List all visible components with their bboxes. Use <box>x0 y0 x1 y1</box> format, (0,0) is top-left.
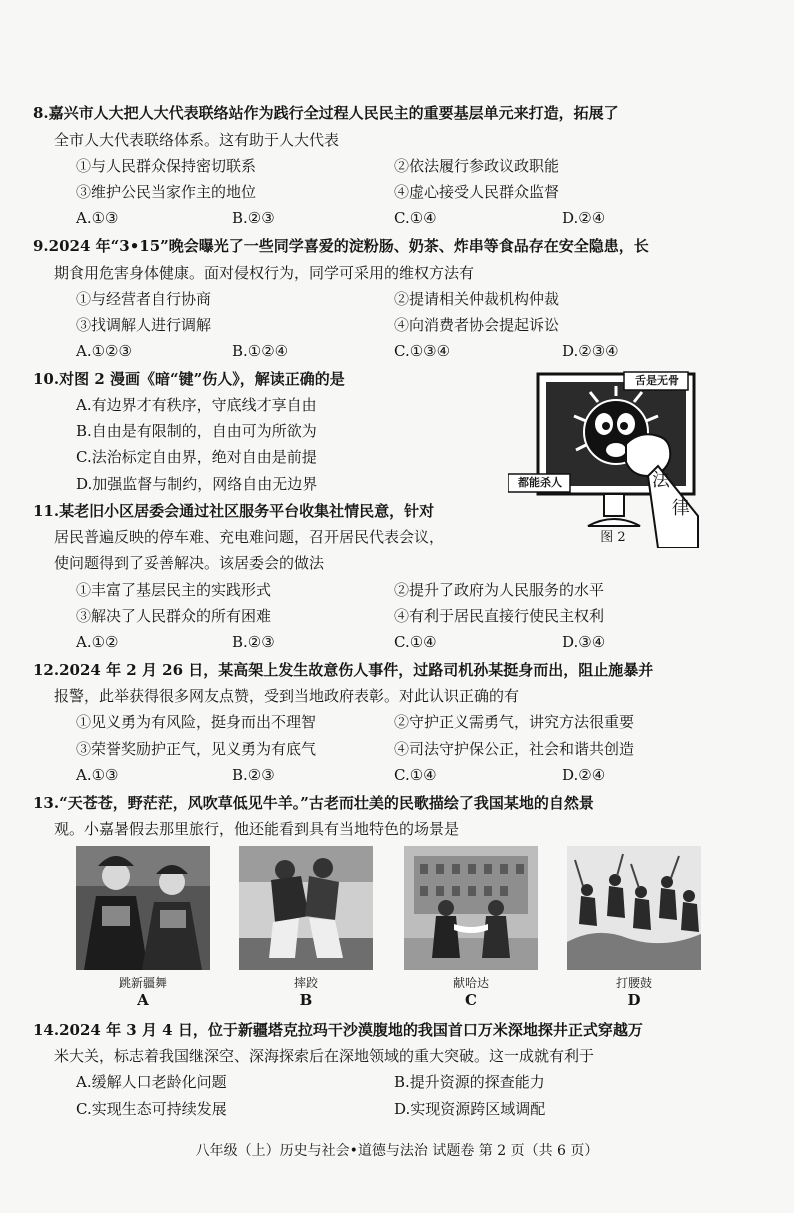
q11-stem-line3: 使问题得到了妥善解决。该居委会的做法 <box>54 554 325 572</box>
photo-hada-offering <box>404 846 538 970</box>
q8-option-d: D.②④ <box>562 209 606 227</box>
photo-letter-a: A <box>137 991 149 1009</box>
q9-statement-2: ②提请相关仲裁机构仲裁 <box>394 290 560 308</box>
q10-option-c: C.法治标定自由界，绝对自由是前提 <box>76 448 317 466</box>
q13-stem-line1: 13.“天苍苍，野茫茫，风吹草低见牛羊。”古老而壮美的民歌描绘了我国某地的自然景 <box>33 794 594 812</box>
cartoon-illustration <box>508 366 700 548</box>
photo-caption-a: 跳新疆舞 <box>118 976 167 990</box>
q11-statement-4: ④有利于居民直接行使民主权利 <box>394 607 605 625</box>
q12-option-c: C.①④ <box>394 766 437 784</box>
photo-letter-d: D <box>627 991 641 1009</box>
q11-option-d: D.③④ <box>562 633 606 651</box>
q11-option-a: A.①② <box>76 633 119 651</box>
photo-caption-b: 摔跤 <box>293 976 318 990</box>
q8-statement-1: ①与人民群众保持密切联系 <box>76 157 257 175</box>
q14-stem-line1: 14.2024 年 3 月 4 日，位于新疆塔克拉玛干沙漠腹地的我国首口万米深地探井正式穿越万 <box>33 1021 643 1039</box>
page-footer: 八年级（上）历史与社会•道德与法治 试题卷 第 2 页（共 6 页） <box>195 1143 599 1159</box>
q8-option-a: A.①③ <box>76 209 119 227</box>
q14-option-c: C.实现生态可持续发展 <box>76 1100 227 1118</box>
q11-stem-line2: 居民普遍反映的停车难、充电难问题，召开居民代表会议， <box>54 528 445 546</box>
q12-statement-1: ①见义勇为有风险，挺身而出不理智 <box>76 713 317 731</box>
q9-option-d: D.②③④ <box>562 342 619 360</box>
q11-statement-1: ①丰富了基层民主的实践形式 <box>76 581 272 599</box>
q8-stem-line2: 全市人大代表联络体系。这有助于人大代表 <box>54 131 340 149</box>
figure-2-cartoon <box>508 366 700 548</box>
q12-statement-2: ②守护正义需勇气，讲究方法很重要 <box>394 713 635 731</box>
cartoon-tag-top: 舌是无骨 <box>635 374 679 387</box>
q9-option-b: B.①②④ <box>232 342 289 360</box>
q12-option-d: D.②④ <box>562 766 606 784</box>
q8-statement-2: ②依法履行参政议政职能 <box>394 157 560 175</box>
q9-stem-line1: 9.2024 年“3•15”晚会曝光了一些同学喜爱的淀粉肠、奶茶、炸串等食品存在安全隐患，长 <box>33 237 649 255</box>
q10-option-b: B.自由是有限制的，自由可为所欲为 <box>76 422 317 440</box>
q8-statement-4: ④虚心接受人民群众监督 <box>394 183 560 201</box>
photo-xinjiang-dance <box>76 846 210 970</box>
cartoon-law-char-1: 法 <box>652 470 670 491</box>
q8-stem-line1: 8.嘉兴市人大把人大代表联络站作为践行全过程人民民主的重要基层单元来打造，拓展了 <box>33 104 619 122</box>
q11-option-b: B.②③ <box>232 633 275 651</box>
photo-caption-d: 打腰鼓 <box>615 976 652 990</box>
q11-statement-2: ②提升了政府为人民服务的水平 <box>394 581 605 599</box>
q12-stem-line2: 报警，此举获得很多网友点赞，受到当地政府表彰。对此认识正确的有 <box>54 687 520 705</box>
q8-statement-3: ③维护公民当家作主的地位 <box>76 183 257 201</box>
q10-stem: 10.对图 2 漫画《暗“键”伤人》，解读正确的是 <box>33 370 345 388</box>
q10-option-d: D.加强监督与制约，网络自由无边界 <box>76 475 318 493</box>
photo-caption-c: 献哈达 <box>452 976 489 990</box>
cartoon-law-char-2: 律 <box>672 498 690 519</box>
q13-stem-line2: 观。小嘉暑假去那里旅行，他还能看到具有当地特色的场景是 <box>54 820 460 838</box>
q11-stem-line1: 11.某老旧小区居委会通过社区服务平台收集社情民意，针对 <box>33 502 435 520</box>
q9-statement-3: ③找调解人进行调解 <box>76 316 212 334</box>
q10-option-a: A.有边界才有秩序，守底线才享自由 <box>76 396 317 414</box>
figure-2-caption: 图 2 <box>600 530 626 545</box>
cartoon-tag-bottom: 都能杀人 <box>518 476 562 489</box>
q8-option-b: B.②③ <box>232 209 275 227</box>
q14-option-b: B.提升资源的探查能力 <box>394 1073 545 1091</box>
q9-statement-1: ①与经营者自行协商 <box>76 290 212 308</box>
q9-stem-line2: 期食用危害身体健康。面对侵权行为，同学可采用的维权方法有 <box>54 264 475 282</box>
q14-option-a: A.缓解人口老龄化问题 <box>76 1073 227 1091</box>
q12-option-b: B.②③ <box>232 766 275 784</box>
photo-letter-c: C <box>465 991 477 1009</box>
q12-statement-3: ③荣誉奖励护正气，见义勇为有底气 <box>76 740 317 758</box>
photo-letter-b: B <box>299 991 313 1009</box>
photo-wrestling <box>239 846 373 970</box>
q11-option-c: C.①④ <box>394 633 437 651</box>
q8-option-c: C.①④ <box>394 209 437 227</box>
q12-stem-line1: 12.2024 年 2 月 26 日，某高架上发生故意伤人事件，过路司机孙某挺身而出，阻止施暴并 <box>33 661 654 679</box>
q11-statement-3: ③解决了人民群众的所有困难 <box>76 607 272 625</box>
q9-option-c: C.①③④ <box>394 342 451 360</box>
q14-option-d: D.实现资源跨区域调配 <box>394 1100 546 1118</box>
q9-statement-4: ④向消费者协会提起诉讼 <box>394 316 560 334</box>
q12-statement-4: ④司法守护保公正，社会和谐共创造 <box>394 740 635 758</box>
q12-option-a: A.①③ <box>76 766 119 784</box>
photo-waist-drum <box>567 846 701 970</box>
q9-option-a: A.①②③ <box>76 342 132 360</box>
q14-stem-line2: 米大关，标志着我国继深空、深海探索后在深地领域的重大突破。这一成就有利于 <box>54 1047 595 1065</box>
